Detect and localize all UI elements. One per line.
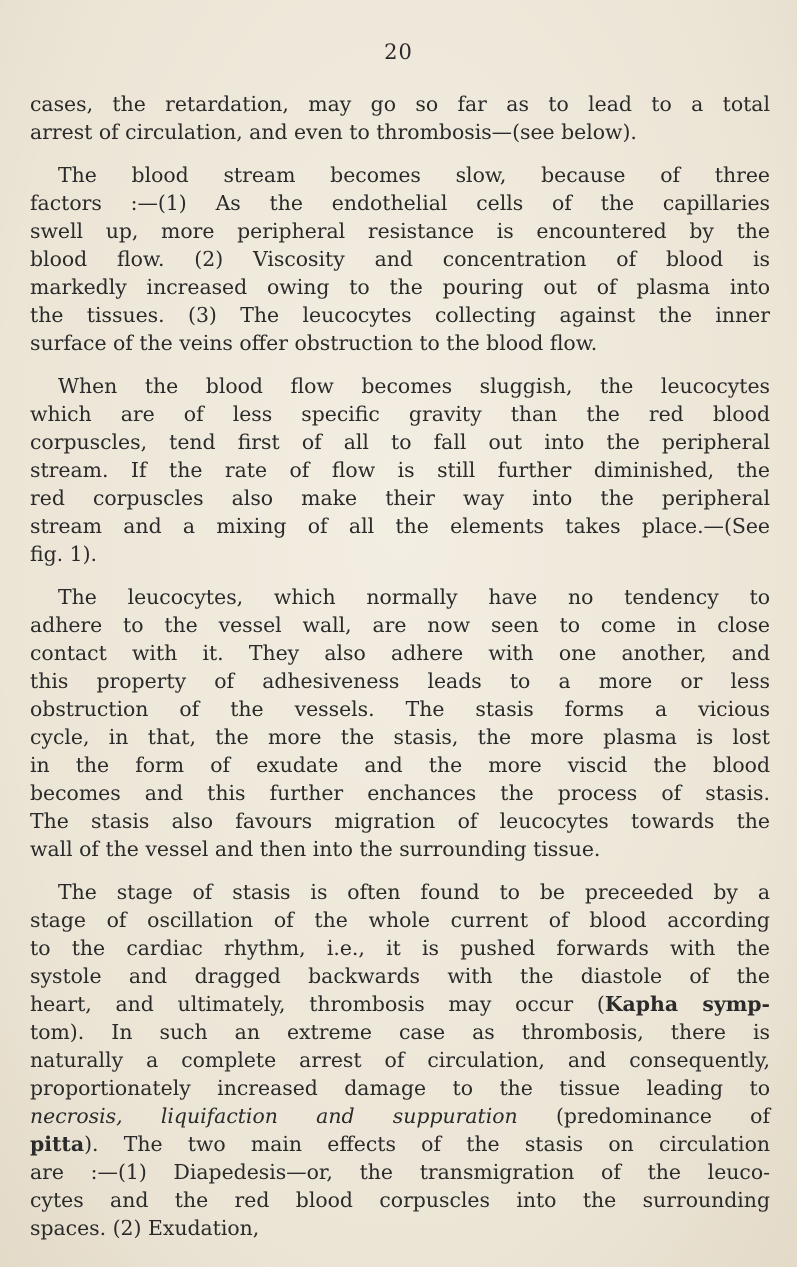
text-line: stream and a mixing of all the elements takes place.—(See bbox=[30, 514, 770, 538]
text-line: red corpuscles also make their way into the peripheral bbox=[30, 486, 770, 510]
italic-term: necrosis, liquifaction and suppuration bbox=[30, 1104, 518, 1128]
text-line: the tissues. (3) The leucocytes collecting against the inner bbox=[30, 303, 770, 327]
text-line: tom). In such an extreme case as thrombosis, there is bbox=[30, 1020, 770, 1044]
text-line: markedly increased owing to the pouring out of plasma into bbox=[30, 275, 770, 299]
paragraph bbox=[30, 90, 770, 146]
text-line: necrosis, liquifaction and suppuration (predominance of bbox=[30, 1104, 770, 1128]
text-line: stage of oscillation of the whole current of blood according bbox=[30, 908, 770, 932]
page-number: 20 bbox=[384, 40, 413, 64]
text-line: obstruction of the vessels. The stasis forms a vicious bbox=[30, 697, 770, 721]
paragraph bbox=[30, 161, 770, 357]
bold-term: Kapha symp- bbox=[604, 992, 771, 1016]
text-line: The blood stream becomes slow, because of three bbox=[58, 163, 770, 187]
text-line: wall of the vessel and then into the surrounding tissue. bbox=[30, 837, 601, 861]
text-line: which are of less specific gravity than the red blood bbox=[30, 402, 770, 426]
text-line: proportionately increased damage to the tissue leading to bbox=[30, 1076, 770, 1100]
body-text bbox=[30, 90, 770, 1257]
text-line: are :—(1) Diapedesis—or, the transmigration of the leuco- bbox=[30, 1160, 770, 1184]
text-line: heart, and ultimately, thrombosis may occur (Kapha symp- bbox=[30, 992, 771, 1016]
text-line: in the form of exudate and the more viscid the blood bbox=[30, 753, 770, 777]
text-line: spaces. (2) Exudation, bbox=[30, 1216, 260, 1240]
text-line: arrest of circulation, and even to thrombosis—(see below). bbox=[30, 120, 637, 144]
paragraph bbox=[30, 878, 770, 1242]
text-line: adhere to the vessel wall, are now seen to come in close bbox=[30, 613, 770, 637]
text-line: The stage of stasis is often found to be preceeded by a bbox=[58, 880, 770, 904]
text-line: swell up, more peripheral resistance is encountered by the bbox=[30, 219, 770, 243]
text-line: factors :—(1) As the endothelial cells of the capillaries bbox=[30, 191, 770, 215]
text-line: fig. 1). bbox=[30, 542, 98, 566]
text-line: cases, the retardation, may go so far as to lead to a total bbox=[30, 92, 770, 116]
paragraph bbox=[30, 583, 770, 863]
text-line: systole and dragged backwards with the diastole of the bbox=[30, 964, 770, 988]
text-line: The leucocytes, which normally have no tendency to bbox=[58, 585, 770, 609]
text-line: blood flow. (2) Viscosity and concentration of blood is bbox=[30, 247, 770, 271]
text-line: surface of the veins offer obstruction to the blood flow. bbox=[30, 331, 598, 355]
text-line: this property of adhesiveness leads to a more or less bbox=[30, 669, 770, 693]
text-line: contact with it. They also adhere with one another, and bbox=[30, 641, 770, 665]
text-line: cytes and the red blood corpuscles into the surrounding bbox=[30, 1188, 770, 1212]
text-line: naturally a complete arrest of circulation, and consequently, bbox=[30, 1048, 770, 1072]
text-line: becomes and this further enchances the process of stasis. bbox=[30, 781, 770, 805]
bold-term: pitta bbox=[30, 1132, 85, 1156]
text-line: The stasis also favours migration of leucocytes towards the bbox=[30, 809, 770, 833]
text-line: stream. If the rate of flow is still further diminished, the bbox=[30, 458, 770, 482]
text-line: cycle, in that, the more the stasis, the more plasma is lost bbox=[30, 725, 770, 749]
text-line: corpuscles, tend first of all to fall out into the peripheral bbox=[30, 430, 770, 454]
paragraph bbox=[30, 372, 770, 568]
text-line: pitta). The two main effects of the stasis on circulation bbox=[30, 1132, 770, 1156]
text-line: to the cardiac rhythm, i.e., it is pushed forwards with the bbox=[30, 936, 770, 960]
text-line: When the blood flow becomes sluggish, the leucocytes bbox=[58, 374, 770, 398]
